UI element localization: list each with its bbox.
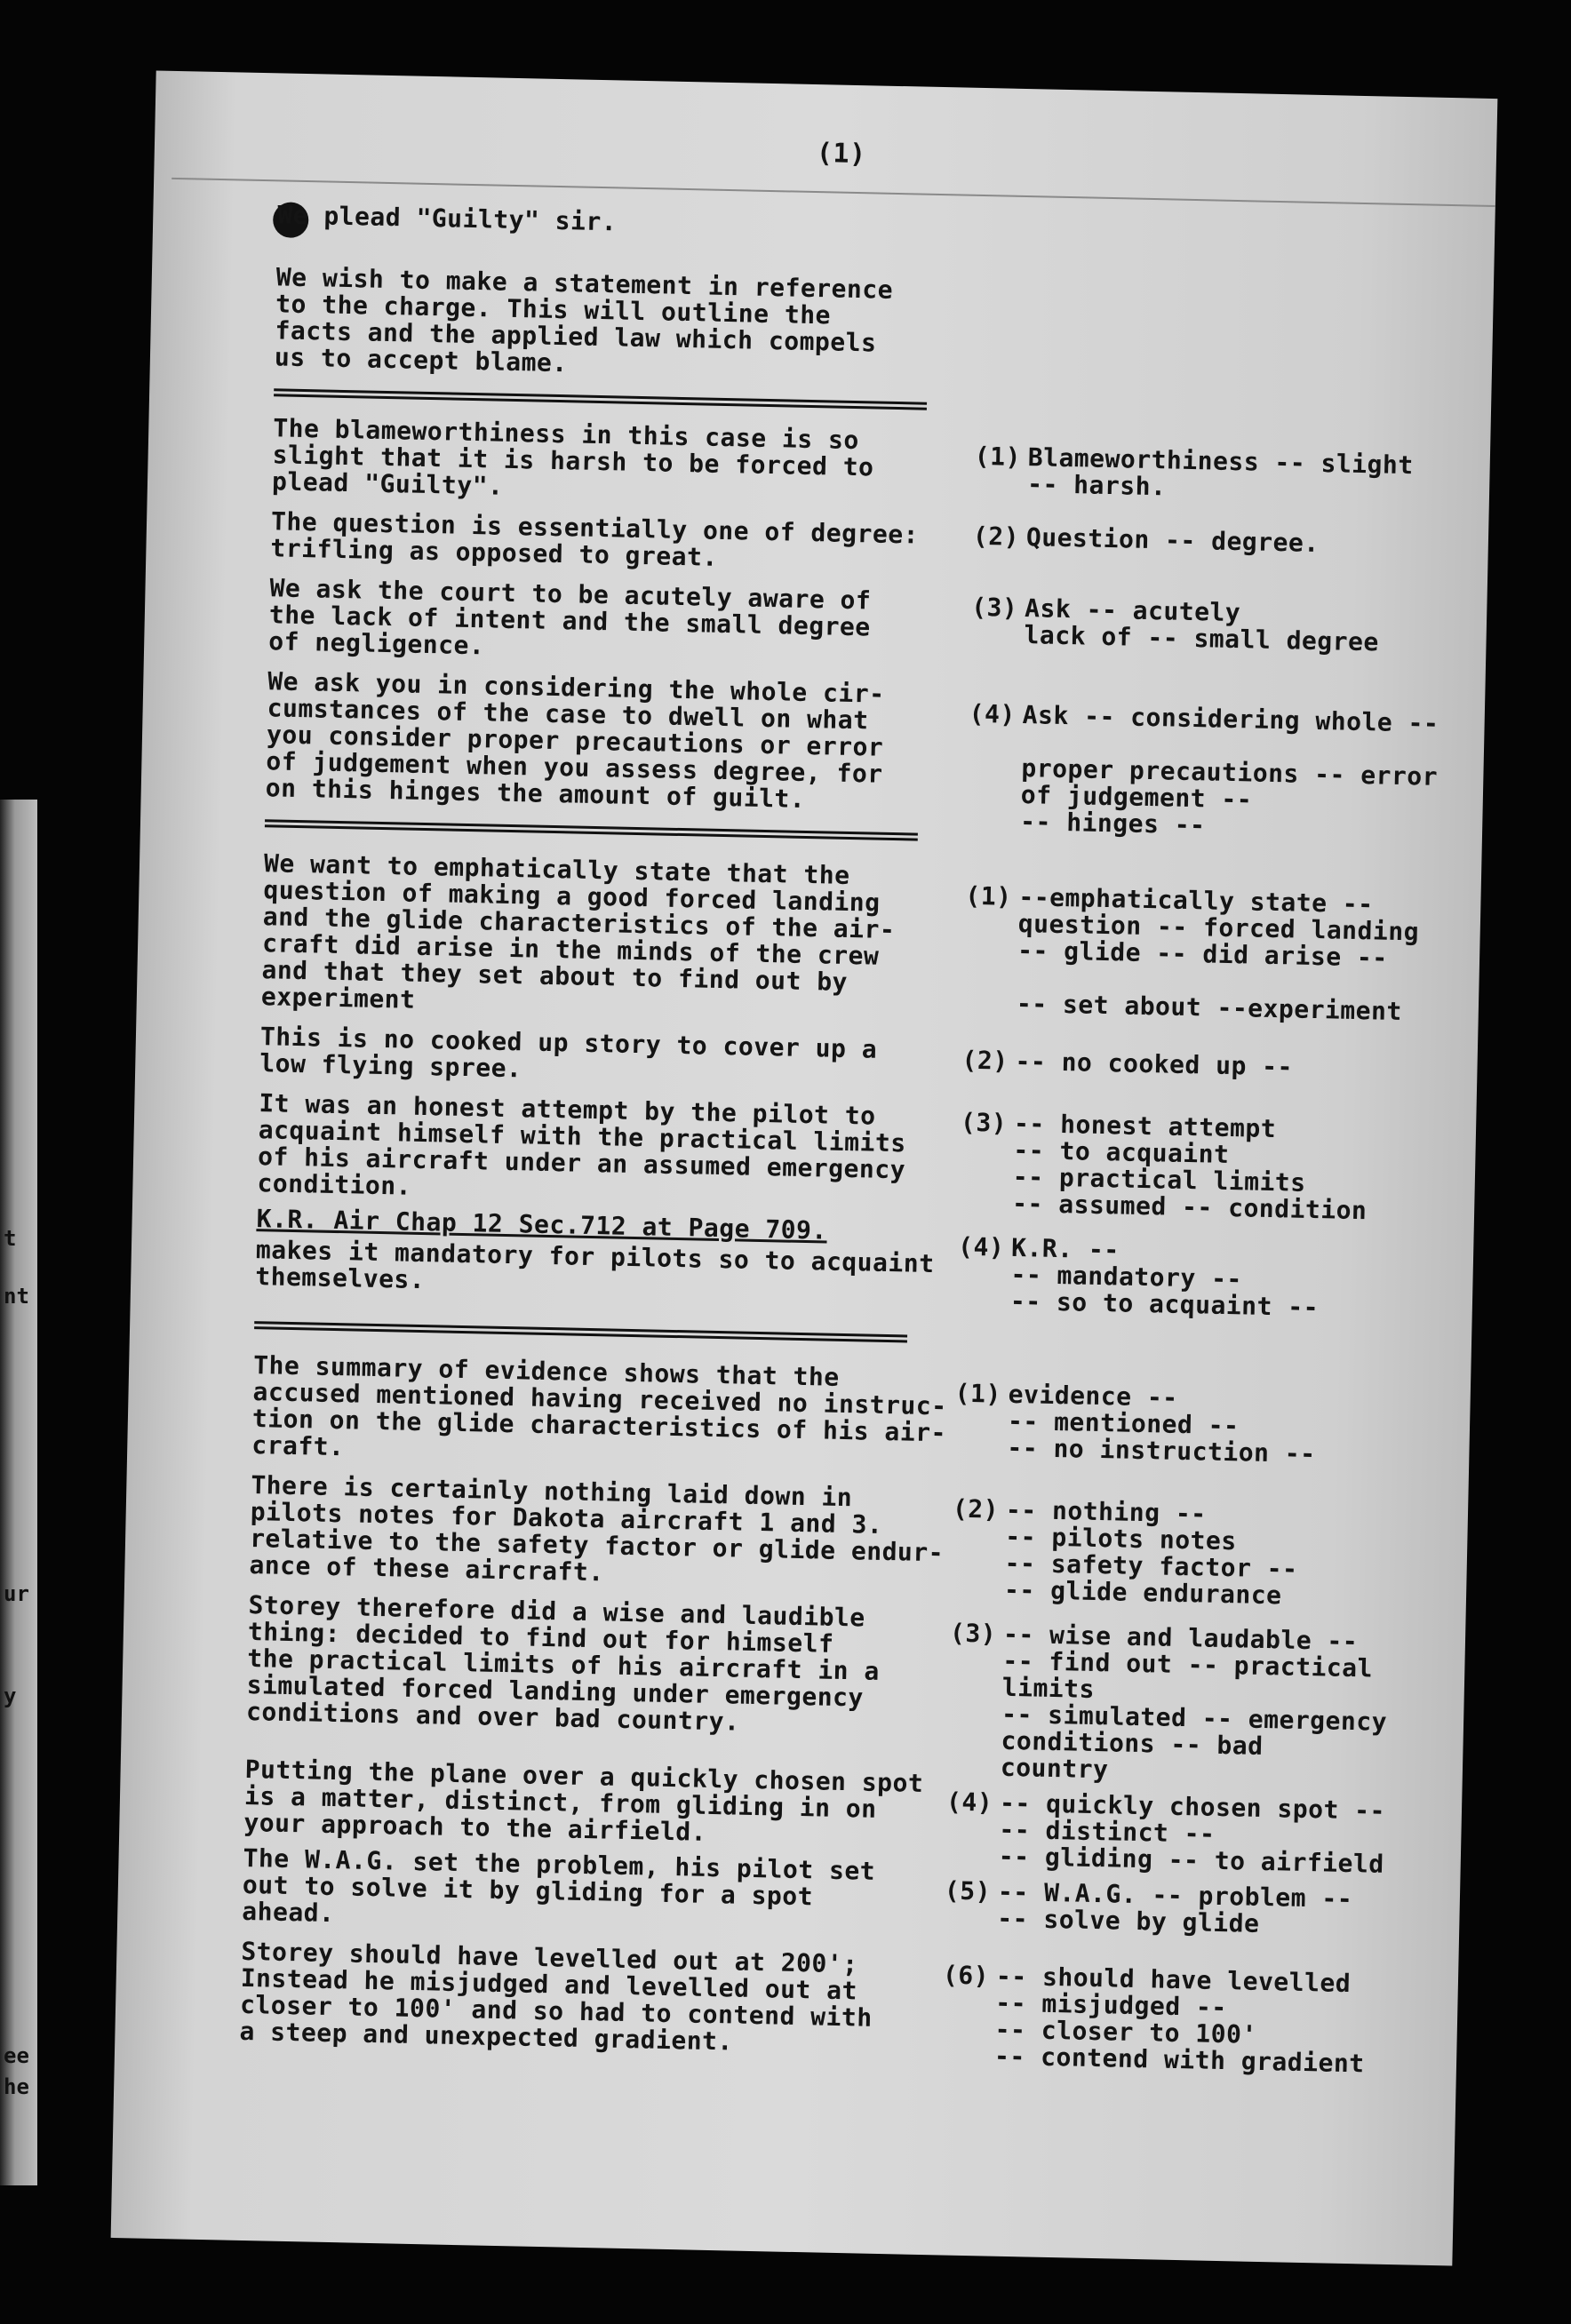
margin-note: (4) K.R. -- -- mandatory -- -- so to acquaint -- bbox=[957, 1231, 1320, 1323]
adjacent-page-edge bbox=[0, 800, 37, 2185]
adjacent-text-fragment: nt bbox=[4, 1284, 29, 1309]
adjacent-text-fragment: t bbox=[4, 1226, 17, 1251]
adjacent-text-fragment: ee bbox=[4, 2043, 29, 2068]
section3-para1: The summary of evidence shows that the accused mentioned having received no instruc- tion on the glide characteristics of his air- craft. bbox=[251, 1350, 947, 1462]
margin-note: (2) Question -- degree. bbox=[972, 521, 1320, 558]
margin-note: (1) Blameworthiness -- slight -- harsh. bbox=[974, 441, 1415, 502]
section1-para4: We ask you in considering the whole cir- cumstances of the case to dwell on what you consider proper precautions or error of judgement when you assess degree, for on this hinges the amount of guilt. bbox=[265, 666, 885, 814]
section-divider bbox=[265, 819, 918, 840]
section2-para1: We want to emphatically state that the question of making a good forced landing and the glide characteristics of the air- craft did arise in the minds of the crew and that they set about to find out by experiment bbox=[260, 848, 896, 1015]
margin-note: (4) -- quickly chosen spot -- -- distinct -- -- gliding -- to airfield bbox=[945, 1787, 1386, 1879]
intro-paragraph: We wish to make a statement in reference to the charge. This will outline the facts and the applied law which compels us to accept blame. bbox=[274, 262, 894, 378]
section3-para5: The W.A.G. set the problem, his pilot set out to solve it by gliding for a spot ahead. bbox=[241, 1842, 876, 1929]
section3-para4: Putting the plane over a quickly chosen spot is a matter, distinct, from gliding in on your approach to the airfield. bbox=[243, 1754, 924, 1847]
margin-note: (1) --emphatically state -- question -- forced landing -- glide -- did arise -- -- set about --experiment bbox=[965, 880, 1420, 1027]
adjacent-text-fragment: he bbox=[4, 2074, 29, 2099]
section1-para1: The blameworthiness in this case is so slight that it is harsh to be forced to plead "Guilty". bbox=[271, 413, 874, 501]
document-page bbox=[111, 70, 1498, 2265]
section1-para2: The question is essentially one of degree: trifling as opposed to great. bbox=[270, 506, 920, 572]
margin-note: (6) -- should have levelled -- misjudged -- -- closer to 100' -- contend with gradient bbox=[942, 1960, 1365, 2079]
regulation-reference: K.R. Air Chap 12 Sec.712 at Page 709. bbox=[256, 1204, 828, 1246]
margin-note: (4) Ask -- considering whole -- proper precautions -- error of judgement -- -- hinges -- bbox=[969, 698, 1439, 840]
section3-para2: There is certainly nothing laid down in pilots notes for Dakota aircraft 1 and 3. relative to the safety factor or glide endur- ance of these aircraft. bbox=[249, 1470, 945, 1588]
section2-para4: makes it mandatory for pilots so to acquaint themselves. bbox=[254, 1235, 935, 1295]
margin-note: (2) -- no cooked up -- bbox=[961, 1045, 1294, 1082]
section-divider bbox=[254, 1321, 907, 1342]
section2-para2: This is no cooked up story to cover up a low flying spree. bbox=[259, 1022, 878, 1084]
plea-line: We plead "Guilty" sir. bbox=[276, 200, 618, 237]
margin-note: (3) -- wise and laudable -- -- find out -- practical limits -- simulated -- emergency conditions -- bad country bbox=[949, 1618, 1388, 1785]
margin-note: (3) Ask -- acutely lack of -- small degree bbox=[970, 592, 1380, 657]
section-divider bbox=[274, 388, 927, 410]
margin-note: (1) evidence -- -- mentioned -- -- no instruction -- bbox=[954, 1378, 1316, 1469]
adjacent-text-fragment: ur bbox=[4, 1581, 29, 1606]
section3-para6: Storey should have levelled out at 200'; Instead he misjudged and levelled out at closer to 100' and so had to contend with a steep and unexpected gradient. bbox=[239, 1936, 873, 2057]
section3-para3: Storey therefore did a wise and laudible thing: decided to find out for himself the practical limits of his aircraft in a simulated forced landing under emergency conditions and over bad country. bbox=[245, 1590, 881, 1737]
section1-para3: We ask the court to be acutely aware of the lack of intent and the small degree of negligence. bbox=[267, 573, 872, 661]
page-number: (1) bbox=[816, 138, 866, 171]
margin-note: (2) -- nothing -- -- pilots notes -- safety factor -- -- glide endurance bbox=[952, 1493, 1298, 1611]
margin-note: (5) -- W.A.G. -- problem -- -- solve by glide bbox=[944, 1875, 1353, 1938]
adjacent-text-fragment: y bbox=[4, 1683, 17, 1708]
section2-para3: It was an honest attempt by the pilot to acquaint himself with the practical limits of his aircraft under an assumed emergency condition. bbox=[257, 1088, 906, 1201]
margin-note: (3) -- honest attempt -- to acquaint -- practical limits -- assumed -- condition bbox=[960, 1107, 1368, 1226]
